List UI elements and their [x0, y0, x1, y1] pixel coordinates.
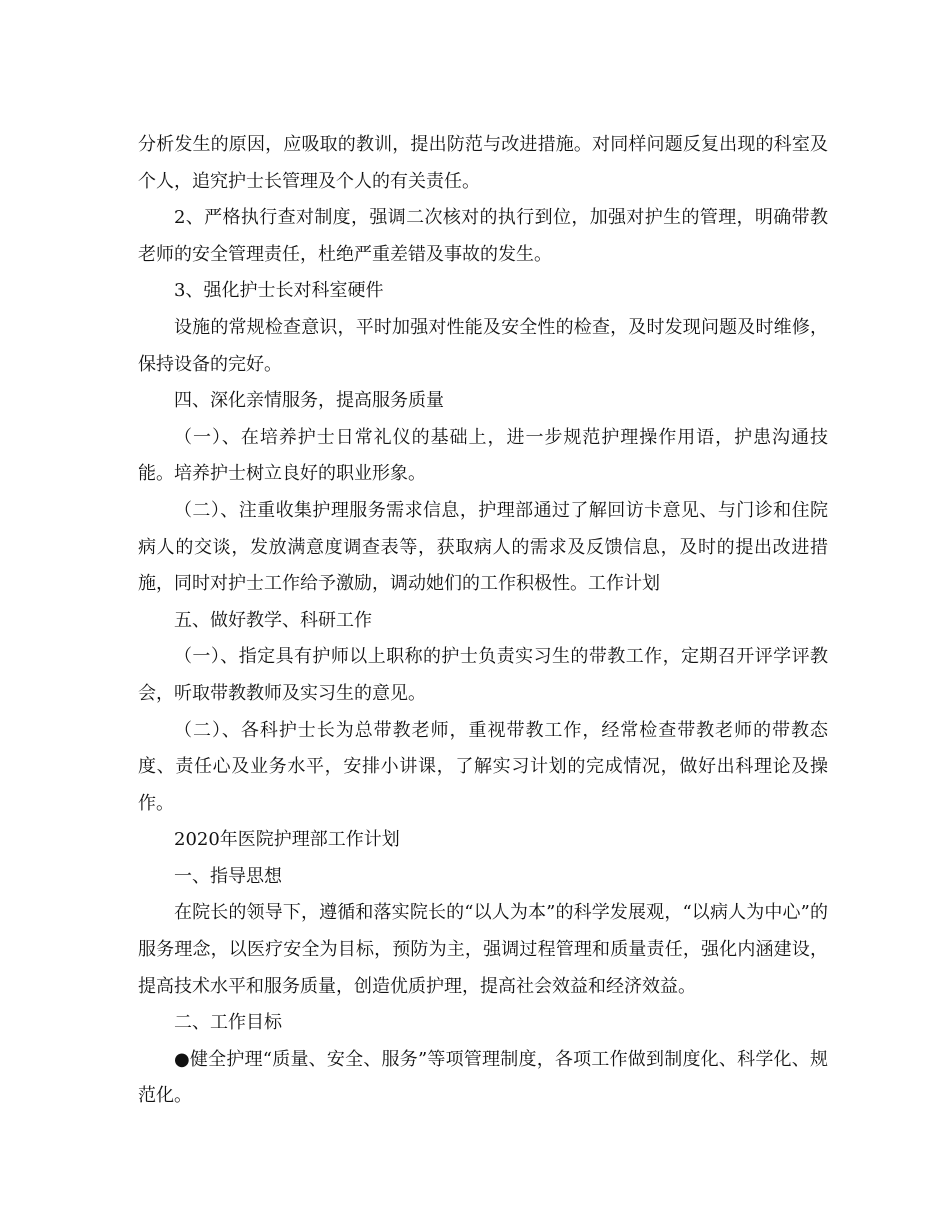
- paragraph-intern-teaching: （一）、指定具有护师以上职称的护士负责实习生的带教工作，定期召开评学评教会，听取带教教师及实习生的意见。: [138, 646, 828, 704]
- heading-section-four: 四、深化亲情服务，提高服务质量: [174, 390, 444, 412]
- heading-guiding-ideology: 一、指导思想: [174, 865, 282, 887]
- paragraph-head-teacher: （二）、各科护士长为总带教老师，重视带教工作，经常检查带教老师的带教态度、责任心及业务水平，安排小讲课，了解实习计划的完成情况，做好出科理论及操作。: [138, 719, 828, 814]
- document-body: [138, 127, 828, 1115]
- heading-work-plan-2020: 2020年医院护理部工作计划: [174, 829, 400, 851]
- paragraph-service-feedback: （二）、注重收集护理服务需求信息，护理部通过了解回访卡意见、与门诊和住院病人的交谈，发放满意度调查表等，获取病人的需求及反馈信息，及时的提出改进措施，同时对护士工作给予激励，调动她们的工作积极性。工作计划: [138, 499, 828, 595]
- paragraph-head-nurse-hardware: 3、强化护士长对科室硬件: [174, 280, 384, 302]
- paragraph-management-system: ●健全护理“质量、安全、服务”等项管理制度，各项工作做到制度化、科学化、规范化。: [138, 1048, 828, 1107]
- heading-section-five: 五、做好教学、科研工作: [174, 609, 372, 631]
- paragraph-etiquette-training: （一）、在培养护士日常礼仪的基础上，进一步规范护理操作用语，护患沟通技能。培养护士树立良好的职业形象。: [138, 426, 828, 485]
- paragraph-check-system: 2、严格执行查对制度，强调二次核对的执行到位，加强对护生的管理，明确带教老师的安全管理责任，杜绝严重差错及事故的发生。: [138, 207, 828, 265]
- paragraph-facility-inspection: 设施的常规检查意识，平时加强对性能及安全性的检查，及时发现问题及时维修，保持设备的完好。: [138, 316, 828, 375]
- paragraph-guiding-ideology: 在院长的领导下，遵循和落实院长的“以人为本”的科学发展观，“以病人为中心”的服务理念，以医疗安全为目标，预防为主，强调过程管理和质量责任，强化内涵建设，提高技术水平和服务质量，创造优质护理，提高社会效益和经济效益。: [138, 902, 828, 997]
- paragraph-causes-analysis: 分析发生的原因，应吸取的教训，提出防范与改进措施。对同样问题反复出现的科室及个人，追究护士长管理及个人的有关责任。: [138, 134, 828, 192]
- heading-work-goals: 二、工作目标: [174, 1012, 282, 1034]
